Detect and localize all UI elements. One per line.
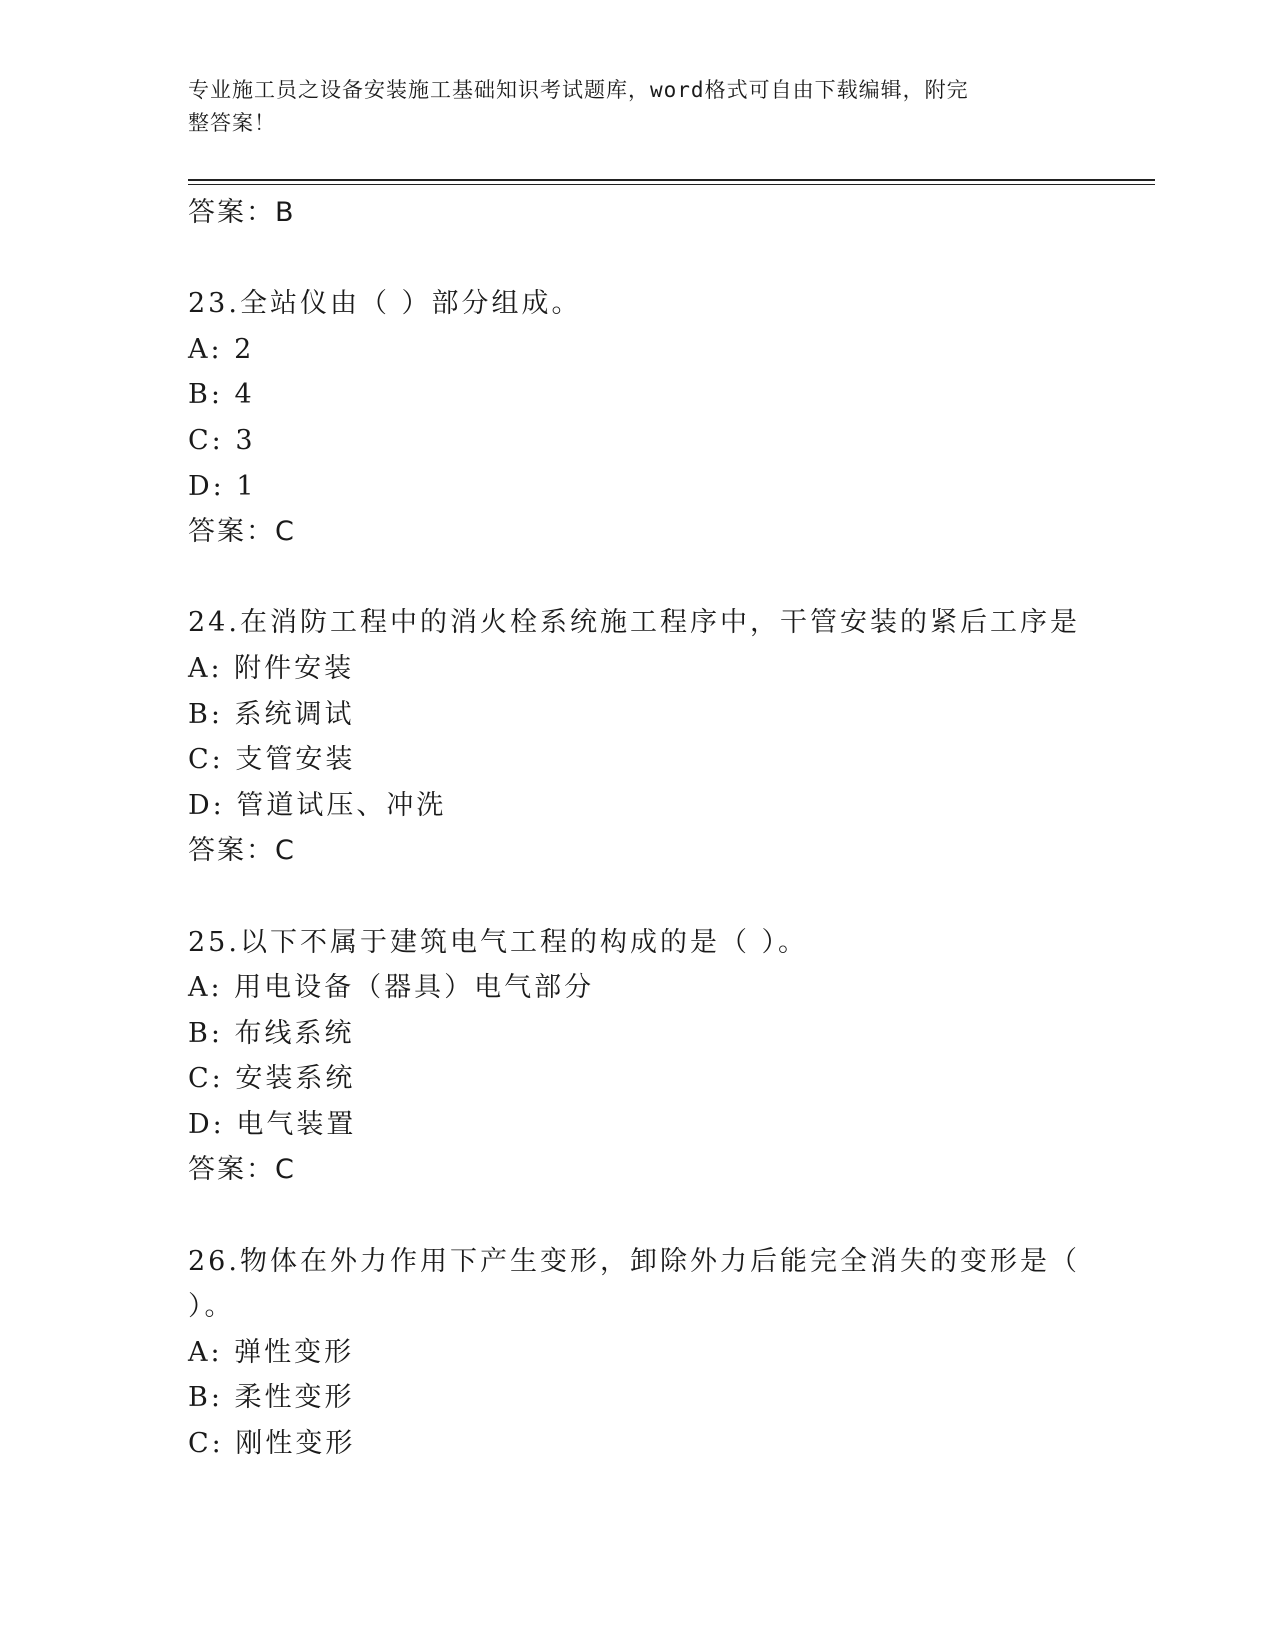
question-24 <box>188 600 1088 874</box>
option-a: A: 附件安装 <box>188 652 355 684</box>
question-stem: 23.全站仪由（ ）部分组成。 <box>188 288 582 320</box>
option-a: A: 2 <box>188 333 255 365</box>
question-stem: 25.以下不属于建筑电气工程的构成的是（ ）。 <box>188 926 809 958</box>
question-stem-line-2: ）。 <box>188 1291 235 1323</box>
option-b: B: 4 <box>188 379 255 411</box>
option-a: A: 弹性变形 <box>188 1336 355 1368</box>
document-header <box>188 74 1068 140</box>
option-d: D: 管道试压、冲洗 <box>188 789 447 821</box>
header-divider-thick <box>188 179 1155 181</box>
question-list <box>188 190 1088 1467</box>
option-c: C: 支管安装 <box>188 744 356 776</box>
option-b: B: 柔性变形 <box>188 1382 355 1414</box>
answer-line: 答案：C <box>188 1154 296 1186</box>
option-b: B: 布线系统 <box>188 1017 355 1049</box>
header-line-2: 整答案！ <box>188 111 276 135</box>
option-d: D: 1 <box>188 470 257 502</box>
answer-line: 答案：C <box>188 516 296 548</box>
question-25 <box>188 920 1088 1194</box>
option-c: C: 3 <box>188 424 256 456</box>
header-line-1: 专业施工员之设备安装施工基础知识考试题库，word格式可自由下载编辑，附完 <box>188 78 969 102</box>
option-b: B: 系统调试 <box>188 698 355 730</box>
question-23 <box>188 281 1088 555</box>
option-a: A: 用电设备（器具）电气部分 <box>188 972 595 1004</box>
option-c: C: 安装系统 <box>188 1063 356 1095</box>
answer-line: 答案：B <box>188 197 296 228</box>
option-c: C: 刚性变形 <box>188 1428 356 1460</box>
question-stem-line-1: 26.物体在外力作用下产生变形，卸除外力后能完全消失的变形是（ <box>188 1245 1080 1277</box>
option-d: D: 电气装置 <box>188 1108 357 1140</box>
question-26 <box>188 1239 1088 1467</box>
question-stem: 24.在消防工程中的消火栓系统施工程序中，干管安装的紧后工序是 <box>188 607 1080 639</box>
answer-line: 答案：C <box>188 835 296 867</box>
header-divider-thin <box>188 184 1155 185</box>
